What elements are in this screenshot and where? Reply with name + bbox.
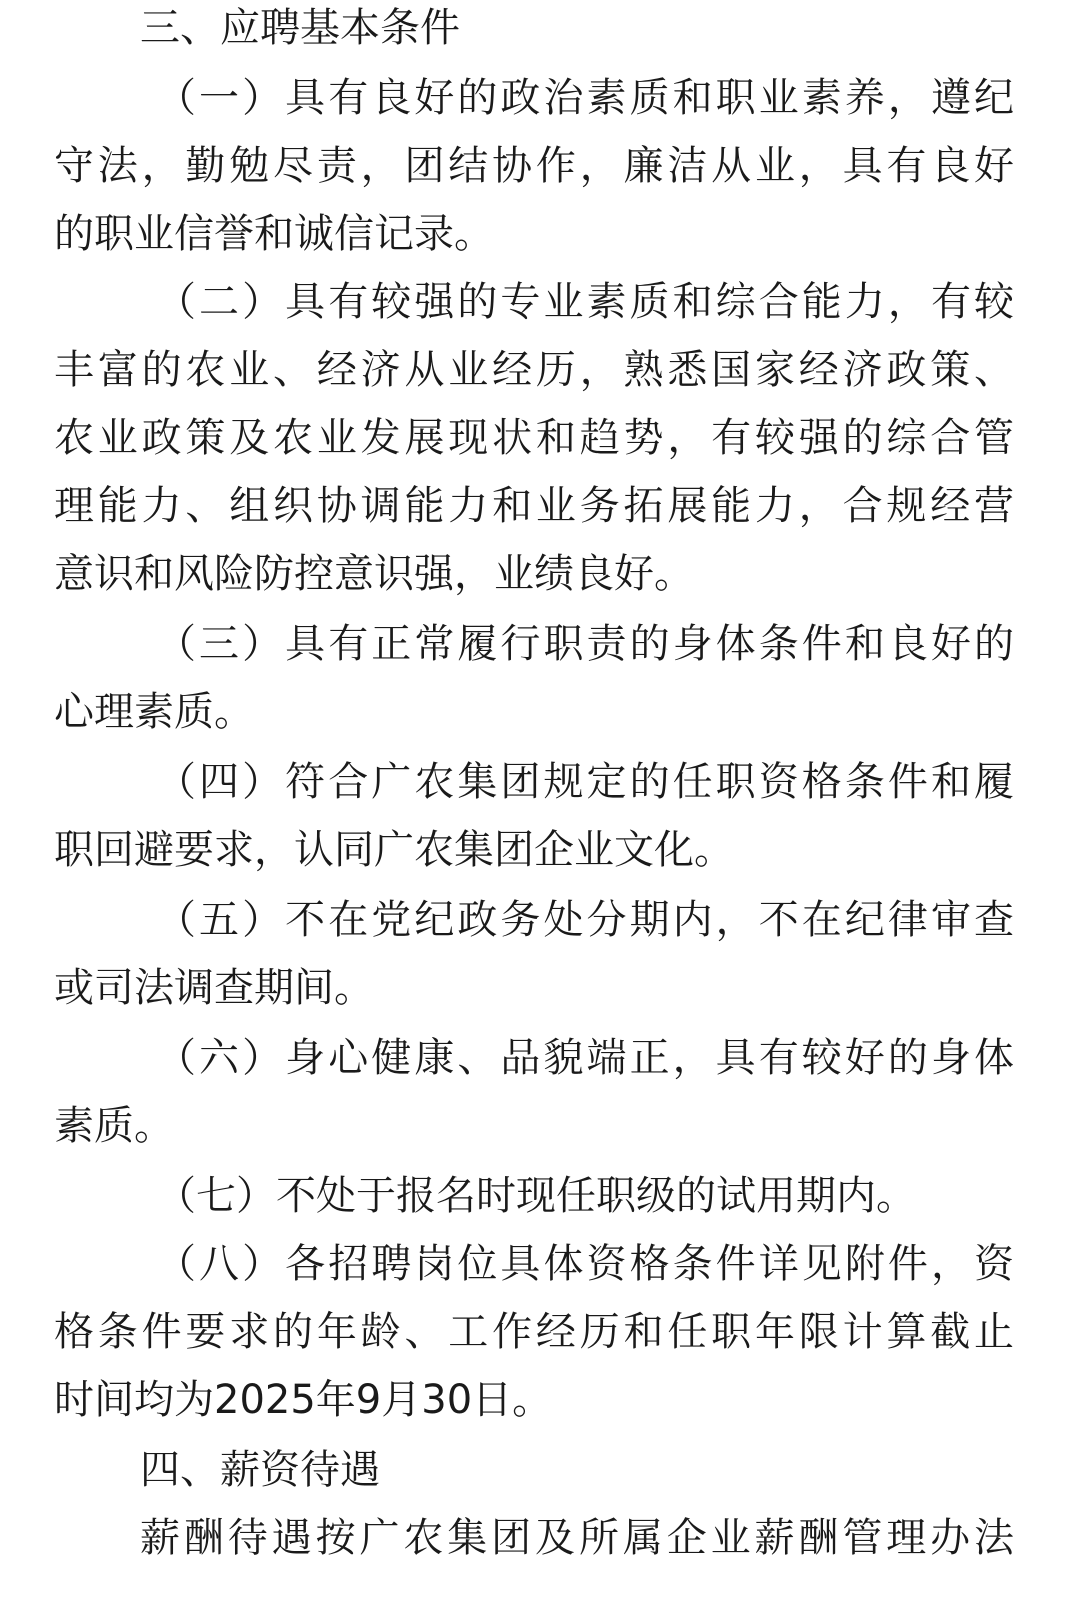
text-line: 职回避要求，认同广农集团企业文化。 — [54, 827, 734, 873]
text-line: 守法，勤勉尽责，团结协作，廉洁从业，具有良好 — [54, 143, 1014, 189]
section-heading-4: 四、薪资待遇 — [140, 1447, 380, 1493]
text-line: 丰富的农业、经济从业经历，熟悉国家经济政策、 — [54, 347, 1014, 393]
text-line: 时间均为2025年9月30日。 — [54, 1377, 553, 1423]
section-heading-3: 三、应聘基本条件 — [140, 5, 460, 51]
text-line: （五）不在党纪政务处分期内，不在纪律审查 — [156, 897, 1014, 943]
text-line: 农业政策及农业发展现状和趋势，有较强的综合管 — [54, 415, 1014, 461]
text-line: （七）不处于报名时现任职级的试用期内。 — [156, 1173, 916, 1219]
text-line: 薪酬待遇按广农集团及所属企业薪酬管理办法 — [140, 1515, 1014, 1561]
text-line: （一）具有良好的政治素质和职业素养，遵纪 — [156, 75, 1014, 121]
text-line: 心理素质。 — [54, 689, 254, 735]
text-line: 意识和风险防控意识强，业绩良好。 — [54, 551, 694, 597]
text-line: 的职业信誉和诚信记录。 — [54, 211, 494, 257]
text-line: （六）身心健康、品貌端正，具有较好的身体 — [156, 1035, 1014, 1081]
text-line: （三）具有正常履行职责的身体条件和良好的 — [156, 621, 1014, 667]
text-line: （二）具有较强的专业素质和综合能力，有较 — [156, 279, 1014, 325]
text-line: （八）各招聘岗位具体资格条件详见附件，资 — [156, 1241, 1014, 1287]
text-line: 格条件要求的年龄、工作经历和任职年限计算截止 — [54, 1309, 1014, 1355]
text-line: （四）符合广农集团规定的任职资格条件和履 — [156, 759, 1014, 805]
text-line: 素质。 — [54, 1103, 174, 1149]
text-line: 或司法调查期间。 — [54, 965, 374, 1011]
text-line: 理能力、组织协调能力和业务拓展能力，合规经营 — [54, 483, 1014, 529]
